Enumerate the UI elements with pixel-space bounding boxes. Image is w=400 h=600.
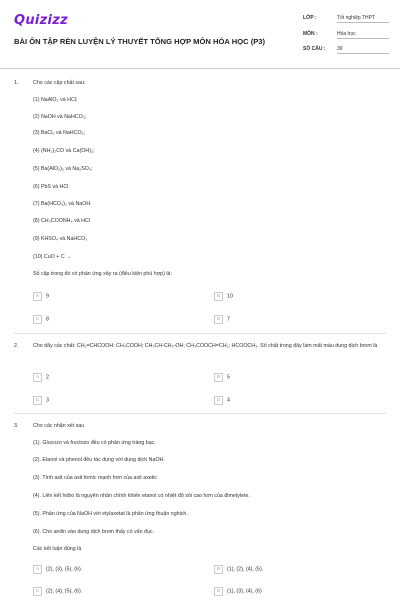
- class-label: LỚP :: [303, 15, 317, 21]
- q1-item: (6) PbS và HCl: [33, 184, 69, 190]
- option-text: 3: [46, 397, 49, 404]
- option-text: 8: [46, 316, 49, 323]
- q1-option-c[interactable]: [33, 315, 49, 324]
- q1-item: (2) NaOH và NaHCO₃;: [33, 114, 87, 120]
- option-letter-c: C: [33, 587, 42, 596]
- option-letter-b: B: [214, 373, 223, 382]
- q1-option-b[interactable]: [214, 292, 233, 301]
- q1-item: (3) BaCl₂ và NaHCO₃;: [33, 130, 86, 136]
- q1-item: (4) (NH₂)₂CO và Ca(OH)₂;: [33, 148, 95, 154]
- option-letter-c: C: [33, 396, 42, 405]
- header-divider: [0, 68, 400, 69]
- q3-number: 3.: [14, 423, 19, 429]
- option-text: 4: [227, 397, 230, 404]
- q3-option-b[interactable]: [214, 565, 263, 574]
- q1-option-d[interactable]: [214, 315, 230, 324]
- option-letter-c: C: [33, 315, 42, 324]
- q1-number: 1.: [14, 80, 19, 86]
- q3-stem: Cho các nhận xét sau: [33, 423, 85, 429]
- meta-count: [303, 46, 389, 54]
- option-letter-b: B: [214, 292, 223, 301]
- q1-item: (7) Ba(HCO₃)₂ và NaOH.: [33, 201, 92, 207]
- option-letter-b: B: [214, 565, 223, 574]
- option-letter-a: A: [33, 565, 42, 574]
- meta-subject: [303, 31, 389, 39]
- option-text: 7: [227, 316, 230, 323]
- q1-option-a[interactable]: [33, 292, 49, 301]
- quizizz-logo: Quizizz: [14, 13, 69, 28]
- q1-item: (10) CuO + C →: [33, 254, 72, 260]
- q1-item: (1) NaAlO₂ và HCl;: [33, 97, 78, 103]
- q3-question: Các kết luận đúng là: [33, 546, 82, 552]
- q3-item: (4). Liên kết hiđro là nguyên nhân chính khiến etanol có nhiệt độ sôi cao hơn của đimetylete.: [33, 493, 250, 499]
- question-divider: [14, 333, 386, 334]
- q2-stem: Cho dãy các chất: CH₂=CHCOOH; CH₃COOH; CH₂CH-CH₂-OH; CH₃COOCH=CH₂; HCOOCH₃. Số chất trong dãy làm mất màu dung dịch brom là: [33, 343, 378, 349]
- question-divider: [14, 413, 386, 414]
- option-text: 9: [46, 293, 49, 300]
- q1-item: (8) CH₃COONH₄ và HCl: [33, 218, 90, 224]
- meta-class: [303, 15, 389, 23]
- q1-item: (9) KHSO₄ và NaHCO₃: [33, 236, 88, 242]
- option-letter-d: D: [214, 315, 223, 324]
- option-text: 10: [227, 293, 233, 300]
- q1-item: (5) Ba(AlO₂)₂ và Na₂SO₄;: [33, 166, 93, 172]
- q2-option-a[interactable]: [33, 373, 49, 382]
- q3-item: (1). Glucozo và fructozo đều có phản ứng tráng bạc.: [33, 440, 156, 446]
- option-text: (2), (4), (5), (6).: [46, 588, 83, 595]
- q2-option-d[interactable]: [214, 396, 230, 405]
- q3-item: (2). Etanol và phenol đều tác dụng với dung dịch NaOH.: [33, 457, 165, 463]
- q3-item: (6). Cho anilin vào dung dịch brom thấy có vẩn đục.: [33, 529, 155, 535]
- option-text: (1), (3), (4), (6): [227, 588, 262, 595]
- count-value: 39: [337, 46, 389, 54]
- subject-value: Hóa học: [337, 31, 389, 39]
- q1-stem: Cho các cặp chất sau:: [33, 80, 86, 86]
- q2-option-b[interactable]: [214, 373, 230, 382]
- option-text: (1), (2), (4), (5).: [227, 566, 264, 573]
- option-letter-a: A: [33, 373, 42, 382]
- option-letter-a: A: [33, 292, 42, 301]
- count-label: SỐ CÂU :: [303, 46, 326, 52]
- q2-option-c[interactable]: [33, 396, 49, 405]
- q3-item: (3). Tính axit của axit fomic mạnh hơn của axit axetic: [33, 475, 158, 481]
- q3-item: (5). Phản ứng của NaOH với etylaxetat là phản ứng thuận nghịch.: [33, 511, 188, 517]
- class-value: Tốt nghiệp THPT: [337, 15, 389, 23]
- subject-label: MÔN :: [303, 31, 318, 37]
- option-text: 2: [46, 374, 49, 381]
- option-text: 5: [227, 374, 230, 381]
- q3-option-a[interactable]: [33, 565, 82, 574]
- q1-question: Số cặp trong đó có phản ứng xảy ra (điều kiện phù hợp) là:: [33, 271, 172, 277]
- q2-number: 2.: [14, 343, 19, 349]
- option-text: (2), (3), (5), (6).: [46, 566, 83, 573]
- option-letter-d: D: [214, 396, 223, 405]
- q3-option-c[interactable]: [33, 587, 82, 596]
- q3-option-d[interactable]: [214, 587, 262, 596]
- option-letter-d: D: [214, 587, 223, 596]
- page-title: BÀI ÔN TẬP RÈN LUYỆN LÝ THUYẾT TỔNG HỢP MÔN HÓA HỌC (P3): [14, 37, 266, 46]
